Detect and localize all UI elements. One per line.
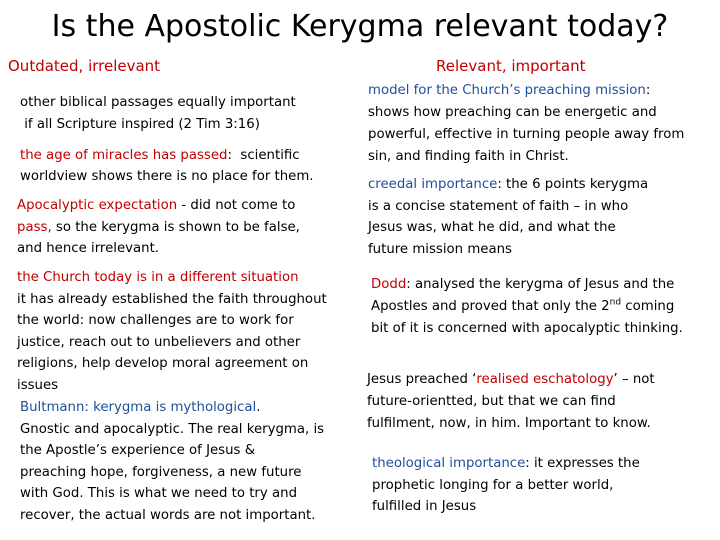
ordinal-superscript: nd [609, 297, 622, 308]
text-line: if all Scripture inspired (2 Tim 3:16) [20, 117, 260, 132]
text-line: is a concise statement of faith – in who [368, 198, 629, 214]
right-paragraph-eschatology [367, 369, 655, 435]
right-paragraph-model [368, 80, 684, 168]
highlight-creedal: creedal importance [368, 177, 498, 192]
left-column-heading: Outdated, irrelevant [8, 57, 161, 75]
text-line: coming [621, 299, 675, 314]
text-line: worldview shows there is no place for them. [20, 169, 314, 184]
right-paragraph-theological [372, 453, 640, 518]
text-line: future mission means [368, 241, 512, 257]
right-paragraph-creedal [368, 174, 648, 260]
text-line: recover, the actual words are not important. [20, 507, 316, 523]
text-line: : scientific [227, 148, 300, 163]
text-line: fulfilled in Jesus [372, 499, 477, 514]
left-paragraph-scripture [20, 92, 296, 136]
text-line: sin, and finding faith in Christ. [368, 149, 569, 164]
left-paragraph-miracles [20, 145, 314, 187]
text-line: ’ – not [613, 372, 655, 387]
left-paragraph-apocalyptic [17, 195, 300, 260]
text-line: the world: now challenges are to work for [17, 313, 294, 329]
text-line: it has already established the faith throughout [17, 291, 327, 307]
text-line: powerful, effective in turning people away from [368, 127, 685, 142]
left-paragraph-bultmann [20, 397, 324, 527]
text-line: other biblical passages equally important [20, 95, 296, 110]
text-line: and hence irrelevant. [17, 241, 160, 256]
text-line: fulfilment, now, in him. Important to know. [367, 416, 651, 431]
text-line: . [256, 400, 261, 415]
right-column-heading: Relevant, important [436, 57, 586, 75]
slide-title: Is the Apostolic Kerygma relevant today? [51, 9, 669, 44]
text-line: religions, help develop moral agreement on [17, 356, 309, 372]
right-paragraph-dodd [371, 274, 683, 340]
text-line: - did not come to [177, 198, 296, 213]
highlight-miracles: the age of miracles has passed [20, 148, 228, 163]
highlight-dodd: Dodd [371, 277, 407, 292]
text-line: bit of it is concerned with apocalyptic thinking. [371, 321, 683, 336]
highlight-pass: pass, [17, 219, 52, 235]
text-line: prophetic longing for a better world, [372, 477, 614, 493]
text-line: with God. This is what we need to try and [20, 486, 298, 502]
text-line: Apostles and proved that only the 2 [371, 299, 610, 314]
text-line: the Apostle’s experience of Jesus & [20, 443, 256, 459]
text-line: : the 6 points kerygma [497, 177, 649, 192]
text-line: justice, reach out to unbelievers and other [17, 334, 301, 350]
text-line: so the kerygma is shown to be false, [51, 219, 300, 235]
text-line: : analysed the kerygma of Jesus and the [406, 277, 675, 292]
text-line: Jesus was, what he did, and what the [368, 220, 616, 235]
text-line: preaching hope, forgiveness, a new future [20, 464, 302, 480]
highlight-eschatology: realised eschatology [476, 372, 614, 387]
text-line: issues [17, 377, 59, 393]
text-line: : it expresses the [525, 456, 640, 471]
highlight-model: model for the Church’s preaching mission [368, 83, 646, 98]
text-line: shows how preaching can be energetic and [368, 105, 657, 120]
highlight-theological: theological importance [372, 456, 526, 471]
left-paragraph-church [17, 267, 327, 397]
highlight-church: the Church today is in a different situation [17, 270, 299, 285]
text-line: : [645, 83, 651, 98]
highlight-apocalyptic: Apocalyptic expectation [17, 198, 178, 213]
highlight-bultmann: Bultmann: kerygma is mythological [20, 400, 257, 415]
text-line: Jesus preached ‘ [367, 372, 477, 387]
text-line: Gnostic and apocalyptic. The real kerygma, is [20, 421, 325, 437]
text-line: future-orientted, but that we can find [367, 394, 616, 409]
